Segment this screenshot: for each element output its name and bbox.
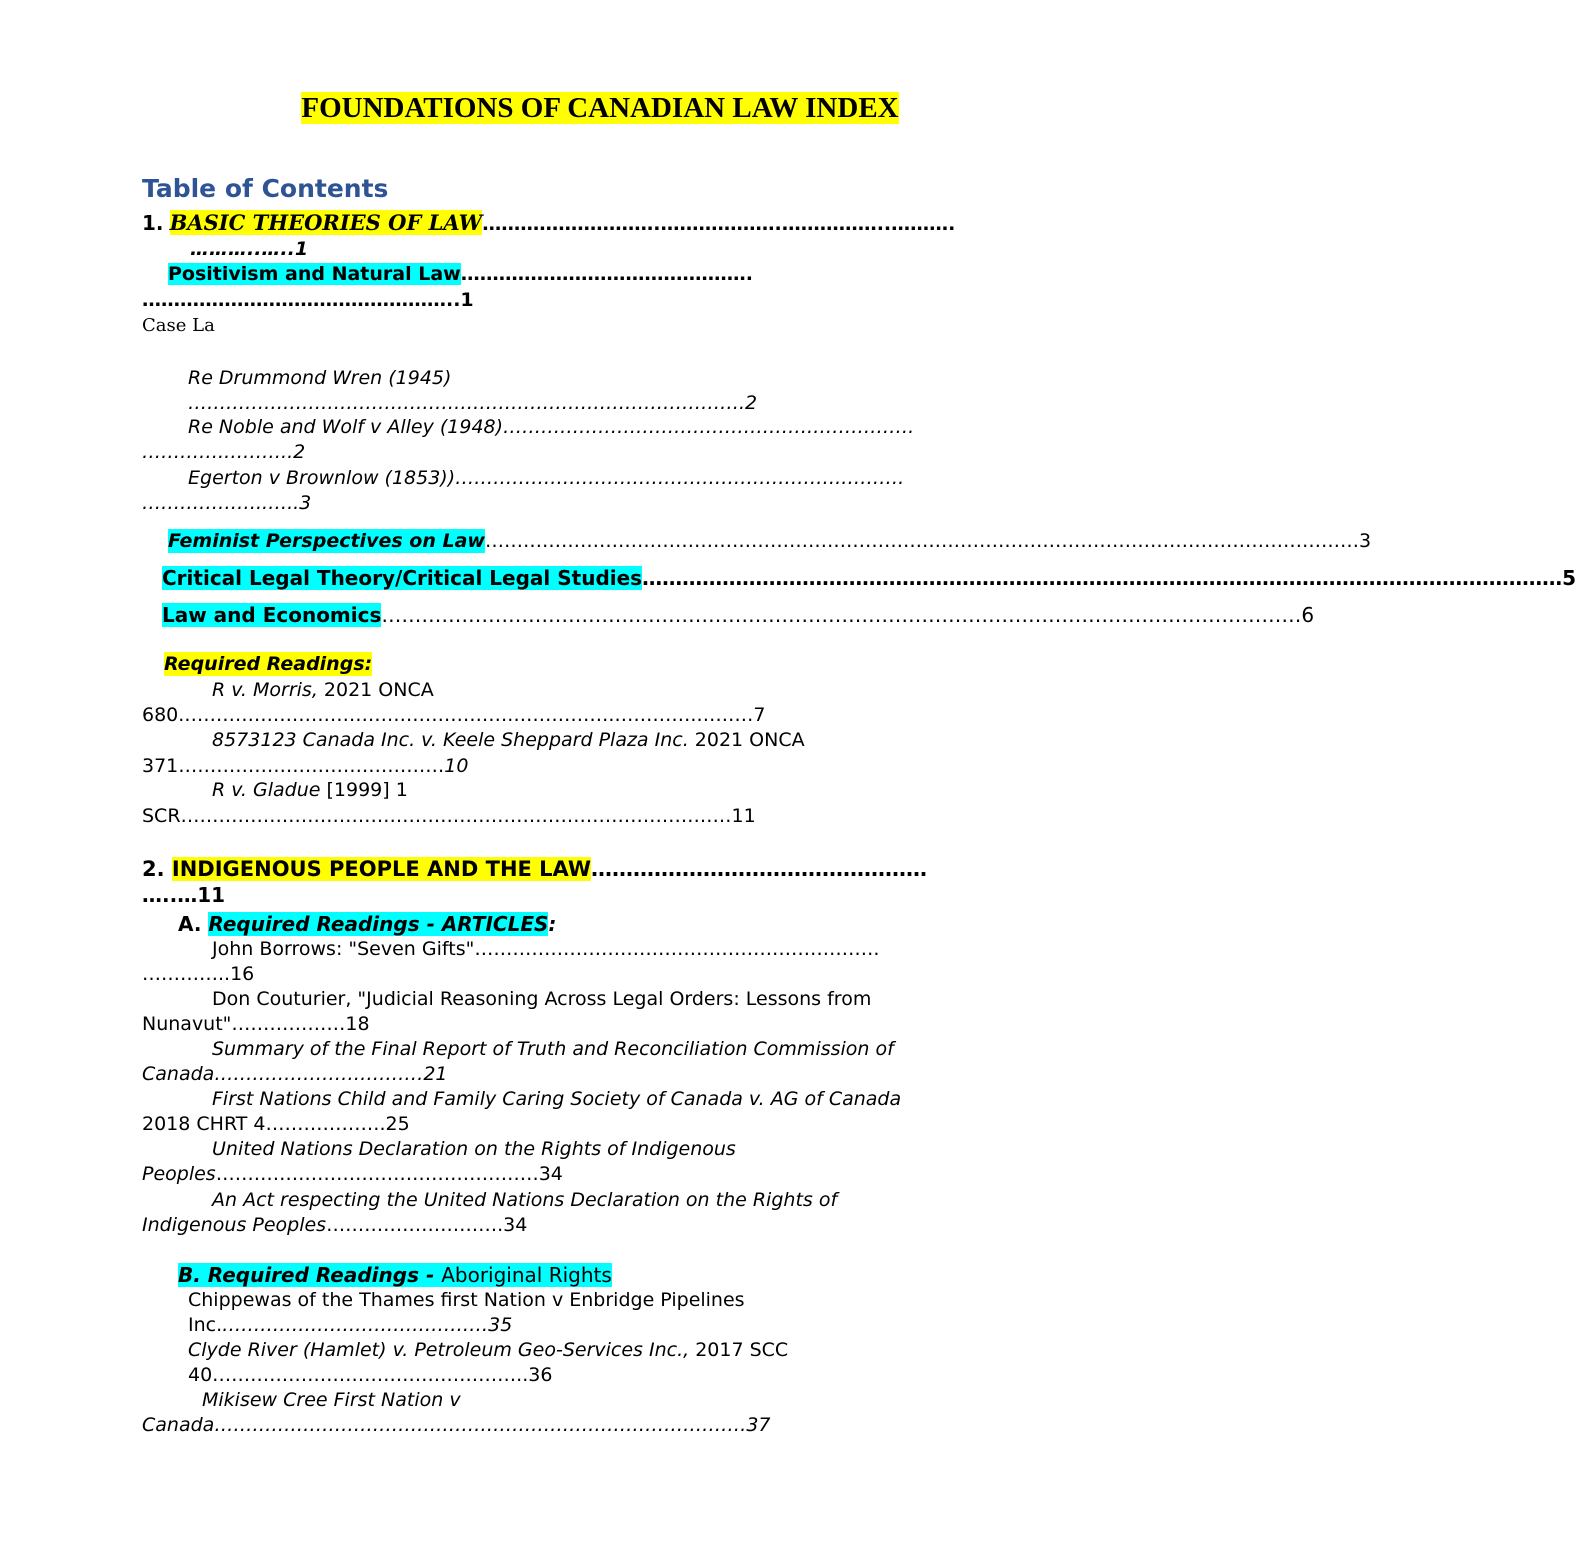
keele-page: 371……………………………………10: [142, 755, 469, 777]
couturier-page: Nunavut"………………18: [142, 1013, 370, 1035]
section-2-title: INDIGENOUS PEOPLE AND THE LAW: [171, 857, 592, 881]
toc-entry-undrip[interactable]: United Nations Declaration on the Rights of Indigenous: [212, 1138, 736, 1160]
toc-entry-couturier[interactable]: Don Couturier, "Judicial Reasoning Across Legal Orders: Lessons from: [212, 988, 872, 1010]
page-title: FOUNDATIONS OF CANADIAN LAW INDEX: [301, 92, 899, 124]
positivism-page: …………………………………………..1: [142, 289, 474, 311]
clyde-river-page: 40…………………………………………..36: [188, 1364, 553, 1386]
required-readings-heading: Required Readings:: [164, 653, 373, 675]
toc-entry-positivism[interactable]: Positivism and Natural Law……………………………………….: [168, 263, 753, 285]
section-2-page: …..…11: [142, 883, 226, 907]
trc-page: Canada……………………………21: [142, 1063, 448, 1085]
egerton-page: ………………..…..3: [142, 492, 312, 514]
section-1-page: ………..…..1: [190, 238, 309, 260]
toc-entry-egerton[interactable]: Egerton v Brownlow (1853))…………………………………………………….……….: [188, 467, 905, 489]
chippewas-page: Inc.……………………………………35: [188, 1314, 513, 1336]
toc-heading: Table of Contents: [142, 174, 389, 203]
toc-entry-fncfcs[interactable]: First Nations Child and Family Caring Society of Canada v. AG of Canada: [212, 1088, 902, 1110]
toc-entry-keele[interactable]: 8573123 Canada Inc. v. Keele Sheppard Plaza Inc. 2021 ONCA: [212, 729, 805, 751]
toc-entry-undrip-act[interactable]: An Act respecting the United Nations Declaration on the Rights of: [212, 1189, 838, 1211]
toc-entry-economics[interactable]: Law and Economics ………………………………………………………………………………………………………………………… 6: [162, 603, 1315, 627]
section-1-heading[interactable]: 1. BASIC THEORIES OF LAW……………………….……………….……………..……….: [142, 210, 956, 235]
toc-entry-trc[interactable]: Summary of the Final Report of Truth and Reconciliation Commission of: [212, 1038, 894, 1060]
toc-entry-critical[interactable]: Critical Legal Theory/Critical Legal Studies ………………………………………………………………………………………………………………………… 5: [162, 566, 1576, 590]
section-2-heading[interactable]: 2. INDIGENOUS PEOPLE AND THE LAW…………………………………………: [142, 857, 928, 881]
undrip-act-page: Indigenous Peoples……………………….34: [142, 1214, 528, 1236]
noble-page: ………….………..2: [142, 441, 306, 463]
mikisew-page: Canada…………………………………………………………………………37: [142, 1414, 771, 1436]
gladue-page: SCR……………………………………………………………………………11: [142, 805, 756, 827]
toc-entry-morris[interactable]: R v. Morris, 2021 ONCA: [212, 679, 434, 701]
toc-entry-drummond[interactable]: Re Drummond Wren (1945): [188, 367, 452, 389]
borrows-page: …………..16: [142, 963, 255, 985]
subsection-a-heading[interactable]: A. Required Readings - ARTICLES:: [178, 912, 557, 936]
fncfcs-page: 2018 CHRT 4……………….25: [142, 1113, 410, 1135]
morris-page: 680.…………………………………………….…………….………….………7: [142, 704, 766, 726]
toc-entry-borrows[interactable]: John Borrows: "Seven Gifts"……………………………………………………….: [212, 938, 880, 960]
subsection-b-heading[interactable]: B. Required Readings - Aboriginal Rights: [178, 1263, 612, 1287]
toc-entry-noble[interactable]: Re Noble and Wolf v Alley (1948)………………………………………….…………….: [188, 416, 915, 438]
section-1-title: BASIC THEORIES OF LAW: [169, 210, 483, 235]
toc-entry-gladue[interactable]: R v. Gladue [1999] 1: [212, 779, 408, 801]
toc-entry-feminist[interactable]: Feminist Perspectives on Law ………………………………………………………………………………………………………………………… 3: [168, 530, 1372, 552]
toc-entry-clyde-river[interactable]: Clyde River (Hamlet) v. Petroleum Geo-Services Inc., 2017 SCC: [188, 1339, 789, 1361]
toc-entry-chippewas[interactable]: Chippewas of the Thames first Nation v Enbridge Pipelines: [188, 1289, 745, 1311]
drummond-page: …………………………………………………………………………….2: [188, 392, 758, 414]
toc-entry-mikisew[interactable]: Mikisew Cree First Nation v: [202, 1389, 461, 1411]
undrip-page: Peoples……………………………………………34: [142, 1163, 563, 1185]
case-law-label: Case La: [142, 315, 215, 336]
